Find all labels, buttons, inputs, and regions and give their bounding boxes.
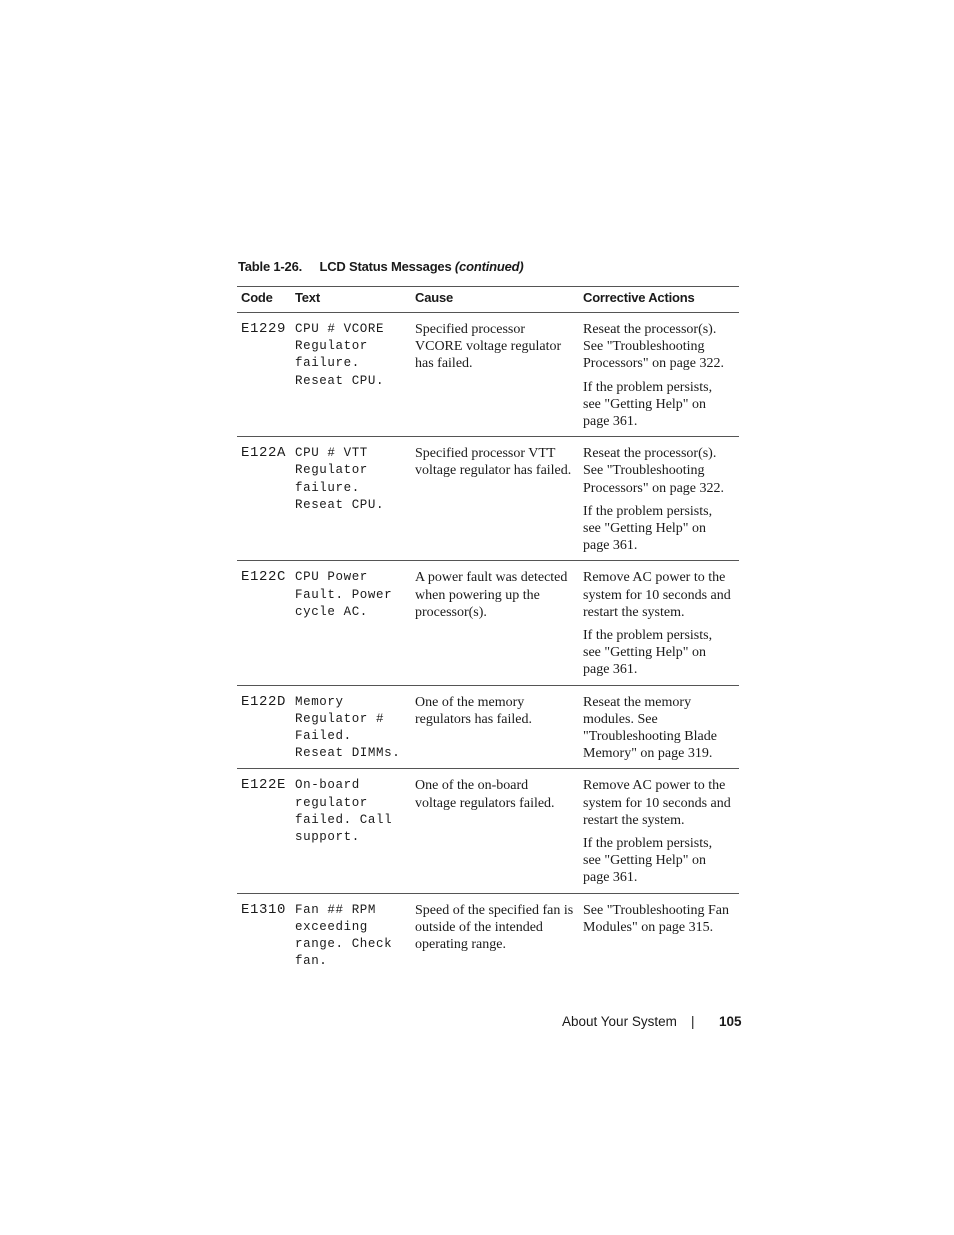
cell-text (291, 437, 411, 561)
cause-line: Specified processor VTT (415, 446, 556, 462)
text-line: support. (295, 830, 360, 845)
text-line: Fault. Power (295, 587, 393, 602)
table-row (237, 561, 739, 685)
text-line: failed. Call (295, 812, 393, 827)
action-line: see "Getting Help" on (583, 853, 707, 869)
cell-corrective-actions (579, 437, 739, 561)
cause-line: has failed. (415, 356, 473, 372)
action-line: see "Getting Help" on (583, 396, 707, 412)
action-line: Modules" on page 315. (583, 919, 714, 935)
action-line: See "Troubleshooting (583, 339, 705, 355)
action-paragraph (583, 694, 735, 763)
table-caption (238, 259, 524, 274)
action-paragraph (583, 445, 735, 497)
action-line: system for 10 seconds and (583, 587, 731, 603)
text-line: Regulator # (295, 711, 385, 726)
action-line: If the problem persists, (583, 379, 713, 395)
action-line: Processors" on page 322. (583, 356, 725, 372)
action-line: If the problem persists, (583, 503, 713, 519)
action-line: If the problem persists, (583, 628, 713, 644)
action-line: Remove AC power to the (583, 778, 726, 794)
cause-line: VCORE voltage regulator (415, 339, 562, 355)
cell-text (291, 561, 411, 685)
cell-cause (411, 561, 579, 685)
table-row (237, 893, 739, 976)
action-line: Reseat the processor(s). (583, 322, 717, 337)
action-paragraph (583, 777, 735, 829)
action-line: system for 10 seconds and (583, 795, 731, 811)
action-line: Memory" on page 319. (583, 746, 713, 762)
cause-line: regulators has failed. (415, 711, 533, 727)
text-line: On-board (295, 778, 360, 793)
text-line: exceeding (295, 919, 368, 934)
header-corrective-actions: Corrective Actions (579, 287, 739, 313)
cell-corrective-actions (579, 561, 739, 685)
action-line: See "Troubleshooting (583, 463, 705, 479)
cause-line: voltage regulator has failed. (415, 463, 572, 479)
text-line: Regulator (295, 339, 368, 354)
action-line: page 361. (583, 662, 638, 678)
header-cause: Cause (411, 287, 579, 313)
action-line: Remove AC power to the (583, 570, 726, 586)
action-line: modules. See (583, 711, 658, 727)
cause-line: One of the memory (415, 694, 525, 710)
text-line: Failed. (295, 729, 352, 744)
action-line: Processors" on page 322. (583, 480, 725, 496)
action-paragraph (583, 902, 735, 936)
cell-cause (411, 437, 579, 561)
text-line: fan. (295, 954, 328, 969)
cell-corrective-actions (579, 313, 739, 437)
cell-code: E1310 (241, 901, 287, 918)
table-number: Table 1-26. (238, 259, 303, 274)
page-number: 105 (719, 1014, 742, 1029)
cause-line: outside of the intended (415, 919, 543, 935)
text-line: range. Check (295, 937, 393, 952)
table-row (237, 437, 739, 561)
text-line: CPU Power (295, 570, 368, 585)
cell-cause (411, 893, 579, 976)
text-line: cycle AC. (295, 604, 368, 619)
action-line: page 361. (583, 538, 638, 554)
action-paragraph (583, 569, 735, 621)
cause-line: A power fault was detected (415, 570, 568, 586)
text-line: Reseat DIMMs. (295, 746, 401, 761)
text-line: Reseat CPU. (295, 497, 385, 512)
text-line: Regulator (295, 463, 368, 478)
cause-line: operating range. (415, 937, 506, 953)
lcd-status-table (237, 286, 739, 977)
action-line: Reseat the memory (583, 694, 692, 710)
table-row (237, 769, 739, 893)
cause-line: One of the on-board (415, 778, 529, 794)
cell-corrective-actions (579, 685, 739, 769)
action-line: restart the system. (583, 812, 685, 828)
action-paragraph (583, 627, 735, 679)
table-row (237, 313, 739, 437)
cause-line: processor(s). (415, 604, 487, 620)
page-footer (562, 1014, 742, 1029)
text-line: failure. (295, 480, 360, 495)
cell-code: E122C (237, 561, 291, 685)
cell-text (291, 313, 411, 437)
cause-line: voltage regulators failed. (415, 795, 555, 811)
cell-text (291, 769, 411, 893)
action-line: restart the system. (583, 604, 685, 620)
cell-cause (411, 769, 579, 893)
table-continued: (continued) (454, 259, 524, 274)
cell-code: E122E (237, 769, 291, 893)
action-line: see "Getting Help" on (583, 521, 707, 537)
action-line: see "Getting Help" on (583, 645, 707, 661)
action-line: Reseat the processor(s). (583, 446, 717, 462)
cause-line: Speed of the specified fan is (415, 902, 574, 918)
cause-line: Specified processor (415, 322, 526, 337)
header-code: Code (237, 287, 291, 313)
action-paragraph (583, 321, 735, 373)
text-line: Reseat CPU. (295, 373, 385, 388)
cell-text (291, 685, 411, 769)
text-line: CPU # VTT (295, 446, 368, 461)
action-paragraph (583, 503, 735, 555)
text-line: Memory (295, 694, 344, 709)
cell-code: E122D (237, 685, 291, 769)
footer-separator: | (691, 1014, 695, 1029)
footer-section: About Your System (562, 1014, 677, 1029)
header-text: Text (291, 287, 411, 313)
text-line: regulator (295, 795, 368, 810)
action-line: page 361. (583, 870, 638, 886)
cell-cause (411, 313, 579, 437)
cell-code: E1229 (237, 313, 291, 437)
action-paragraph (583, 379, 735, 431)
table-title: LCD Status Messages (319, 259, 452, 274)
action-line: See "Troubleshooting Fan (583, 902, 729, 918)
action-line: page 361. (583, 414, 638, 430)
action-line: If the problem persists, (583, 836, 713, 852)
table-row (237, 685, 739, 769)
cell-code: E122A (237, 437, 291, 561)
cell-corrective-actions (579, 893, 739, 976)
action-paragraph (583, 835, 735, 887)
text-line: Fan ## RPM (295, 902, 377, 917)
text-line: failure. (295, 356, 360, 371)
cell-cause (411, 685, 579, 769)
cell-corrective-actions (579, 769, 739, 893)
text-line: CPU # VCORE (295, 322, 385, 336)
header-row (237, 287, 739, 313)
cell-text (291, 893, 411, 976)
cause-line: when powering up the (415, 587, 540, 603)
action-line: "Troubleshooting Blade (583, 729, 717, 745)
